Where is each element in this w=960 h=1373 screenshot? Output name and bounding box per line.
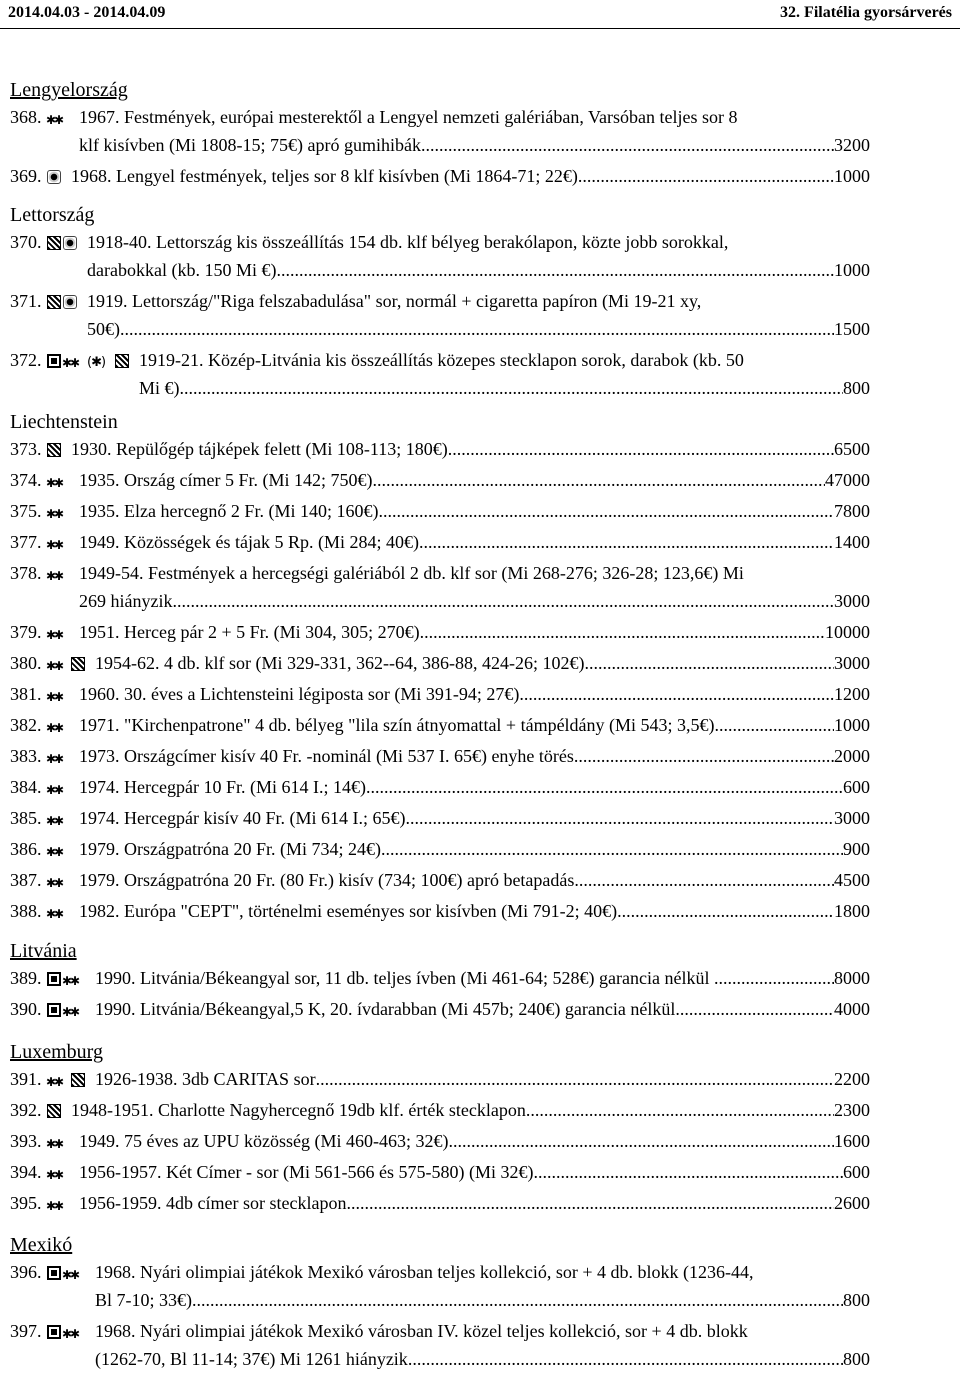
condition-symbols xyxy=(47,781,69,795)
starting-price: 900 xyxy=(843,839,870,859)
lot-description xyxy=(79,804,870,832)
description-line: 1935. Elza hercegnő 2 Fr. (Mi 140; 160€) xyxy=(79,501,379,521)
condition-symbols xyxy=(47,354,129,368)
lot-number: 391. xyxy=(10,1069,42,1089)
lot-number: 380. xyxy=(10,653,42,673)
lot-description xyxy=(95,1065,870,1093)
description-line: 1951. Herceg pár 2 + 5 Fr. (Mi 304, 305; 270€) xyxy=(79,622,420,642)
starting-price: 800 xyxy=(843,1290,870,1310)
condition-symbols xyxy=(47,1197,69,1211)
lot-number: 382. xyxy=(10,715,42,735)
lot-row xyxy=(10,103,870,159)
lot-description xyxy=(95,1258,870,1314)
starting-price: 1500 xyxy=(834,319,870,339)
lot-description xyxy=(87,287,870,343)
description-line: 1968. Nyári olimpiai játékok Mexikó városban teljes kollekció, sor + 4 db. blokk (1236-44, xyxy=(95,1262,754,1282)
dot-leader xyxy=(519,680,834,708)
lot-row xyxy=(10,346,870,402)
lot-number: 377. xyxy=(10,532,42,552)
description-line: 1948-1951. Charlotte Nagyhercegnő 19db klf. érték stecklapon xyxy=(71,1100,526,1120)
starting-price: 2300 xyxy=(834,1100,870,1120)
starting-price: 600 xyxy=(843,1162,870,1182)
section-heading: Litvánia xyxy=(10,940,77,962)
dot-leader xyxy=(448,435,834,463)
lot-number: 379. xyxy=(10,622,42,642)
lot-description xyxy=(87,228,870,284)
starting-price: 1800 xyxy=(834,901,870,921)
condition-symbols xyxy=(47,874,69,888)
starting-price: 2600 xyxy=(834,1193,870,1213)
lot-row xyxy=(10,1189,870,1217)
description-line: 1930. Repülőgép tájképek felett (Mi 108-113; 180€) xyxy=(71,439,448,459)
lot-row xyxy=(10,1317,870,1373)
condition-symbols xyxy=(47,474,69,488)
dot-leader xyxy=(578,162,834,190)
lot-description xyxy=(95,964,870,992)
lot-number: 394. xyxy=(10,1162,42,1182)
starting-price: 3000 xyxy=(834,653,870,673)
lot-row xyxy=(10,804,870,832)
lot-description xyxy=(95,649,870,677)
starting-price: 10000 xyxy=(825,622,870,642)
star-icon xyxy=(47,111,69,125)
block-icon xyxy=(71,657,85,671)
lot-number: 378. xyxy=(10,563,42,583)
star-icon xyxy=(47,905,69,919)
description-line: 50€).... xyxy=(87,319,138,339)
lot-description xyxy=(79,466,870,494)
condition-symbols xyxy=(47,1266,85,1280)
lot-number: 385. xyxy=(10,808,42,828)
lot-row xyxy=(10,1065,870,1093)
star-icon xyxy=(63,972,85,986)
lot-number: 368. xyxy=(10,107,42,127)
used-icon xyxy=(63,236,77,250)
lot-number: 384. xyxy=(10,777,42,797)
stamp-icon xyxy=(47,1266,61,1280)
starting-price: 800 xyxy=(843,378,870,398)
lot-description xyxy=(79,711,870,739)
date-range: 2014.04.03 - 2014.04.09 xyxy=(8,4,166,21)
block-icon xyxy=(47,295,61,309)
star-icon xyxy=(47,626,69,640)
star-icon xyxy=(47,657,69,671)
dot-leader xyxy=(405,804,834,832)
description-line: 1926-1938. 3db CARITAS sor xyxy=(95,1069,316,1089)
condition-symbols xyxy=(47,443,61,457)
lot-number: 374. xyxy=(10,470,42,490)
star-icon xyxy=(47,812,69,826)
description-line: klf kisívben (Mi 1808-15; 75€) apró gumihibák xyxy=(79,135,421,155)
starting-price: 800 xyxy=(843,1349,870,1369)
condition-symbols xyxy=(47,1003,85,1017)
description-line: 1967. Festmények, európai mesterektől a Lengyel nemzeti galériában, Varsóban teljes sor 8 xyxy=(79,107,738,127)
lot-row xyxy=(10,1258,870,1314)
starting-price: 7800 xyxy=(834,501,870,521)
lot-description xyxy=(79,897,870,925)
lot-number: 392. xyxy=(10,1100,42,1120)
lot-row xyxy=(10,649,870,677)
lot-row xyxy=(10,162,870,190)
lot-row xyxy=(10,559,870,615)
lot-description xyxy=(95,1317,870,1373)
header-divider xyxy=(0,28,960,29)
dot-leader xyxy=(378,497,834,525)
condition-symbols xyxy=(47,750,69,764)
condition-symbols xyxy=(47,688,69,702)
stamp-icon xyxy=(47,972,61,986)
star-icon xyxy=(47,719,69,733)
star-icon xyxy=(63,1266,85,1280)
star-icon xyxy=(47,474,69,488)
description-line: 1990. Litvánia/Békeangyal sor, 11 db. teljes ívben (Mi 461-64; 528€) garancia nélkül . xyxy=(95,968,719,988)
star-icon xyxy=(47,505,69,519)
starting-price: 47000 xyxy=(825,470,870,490)
condition-symbols xyxy=(47,719,69,733)
condition-symbols xyxy=(47,536,69,550)
dot-leader xyxy=(420,618,825,646)
description-line: 1979. Országpatróna 20 Fr. (80 Fr.) kisív (734; 100€) apró betapadás xyxy=(79,870,575,890)
lot-row xyxy=(10,497,870,525)
page-header xyxy=(0,0,960,30)
condition-symbols xyxy=(47,236,77,250)
starting-price: 600 xyxy=(843,777,870,797)
lot-row xyxy=(10,711,870,739)
description-line: 1968. Nyári olimpiai játékok Mexikó városban IV. közel teljes kollekció, sor + 4 db. blokk xyxy=(95,1321,748,1341)
lot-row xyxy=(10,680,870,708)
lot-description xyxy=(79,742,870,770)
star-icon xyxy=(63,1003,85,1017)
lot-row xyxy=(10,435,870,463)
dot-leader xyxy=(366,773,843,801)
condition-symbols xyxy=(47,170,61,184)
lot-row xyxy=(10,287,870,343)
description-line: Bl 7-10; 33€) xyxy=(95,1290,192,1310)
starting-price: 1200 xyxy=(834,684,870,704)
dot-leader xyxy=(192,1286,843,1314)
lot-row xyxy=(10,1096,870,1124)
lot-row xyxy=(10,1158,870,1186)
description-line: 1949. Közösségek és tájak 5 Rp. (Mi 284; 40€) xyxy=(79,532,419,552)
condition-symbols xyxy=(47,812,69,826)
description-line: 1979. Országpatróna 20 Fr. (Mi 734; 24€) xyxy=(79,839,381,859)
starting-price: 4000 xyxy=(834,999,870,1019)
block-icon xyxy=(47,236,61,250)
dot-leader xyxy=(172,587,834,615)
starting-price: 1600 xyxy=(834,1131,870,1151)
section-heading: Luxemburg xyxy=(10,1041,103,1063)
condition-symbols xyxy=(47,295,77,309)
lot-row xyxy=(10,964,870,992)
lot-description xyxy=(71,435,870,463)
star-icon xyxy=(47,567,69,581)
star-icon xyxy=(63,1325,85,1339)
description-line: 269 hiányzik xyxy=(79,591,173,611)
dot-leader xyxy=(617,897,834,925)
description-line: 1973. Országcímer kisív 40 Fr. -nominál (Mi 537 I. 65€) enyhe törés xyxy=(79,746,574,766)
description-line: 1960. 30. éves a Lichtensteini légiposta sor (Mi 391-94; 27€) xyxy=(79,684,520,704)
dot-leader xyxy=(574,742,834,770)
star-icon xyxy=(47,1135,69,1149)
condition-symbols xyxy=(47,972,85,986)
description-line: 1974. Hercegpár kisív 40 Fr. (Mi 614 I.; 65€) xyxy=(79,808,406,828)
lot-row xyxy=(10,1127,870,1155)
used-icon xyxy=(63,295,77,309)
lot-number: 375. xyxy=(10,501,42,521)
block-icon xyxy=(47,1104,61,1118)
description-line: 1935. Ország címer 5 Fr. (Mi 142; 750€) xyxy=(79,470,373,490)
condition-symbols xyxy=(47,1104,61,1118)
lot-row xyxy=(10,228,870,284)
star-icon xyxy=(47,750,69,764)
star-icon xyxy=(47,688,69,702)
lot-description xyxy=(71,162,870,190)
starting-price: 4500 xyxy=(834,870,870,890)
description-line: darabokkal (kb. 150 Mi €) xyxy=(87,260,277,280)
dot-leader xyxy=(718,964,834,992)
stamp-icon xyxy=(47,1325,61,1339)
block-icon xyxy=(115,354,129,368)
starting-price: 2000 xyxy=(834,746,870,766)
description-line: 1968. Lengyel festmények, teljes sor 8 klf kisívben (Mi 1864-71; 22€) xyxy=(71,166,578,186)
description-line: 1974. Hercegpár 10 Fr. (Mi 614 I.; 14€) xyxy=(79,777,366,797)
starting-price: 3200 xyxy=(834,135,870,155)
dot-leader xyxy=(138,315,834,343)
description-line: 1990. Litvánia/Békeangyal,5 K, 20. ívdarabban (Mi 457b; 240€) garancia nélkül xyxy=(95,999,676,1019)
star-icon xyxy=(47,874,69,888)
lot-number: 396. xyxy=(10,1262,42,1282)
starting-price: 6500 xyxy=(834,439,870,459)
starting-price: 8000 xyxy=(834,968,870,988)
condition-symbols xyxy=(47,843,69,857)
lot-number: 370. xyxy=(10,232,42,252)
lot-row xyxy=(10,466,870,494)
lot-number: 383. xyxy=(10,746,42,766)
lot-row xyxy=(10,773,870,801)
lot-row xyxy=(10,897,870,925)
description-line: 1982. Európa "CEPT", történelmi eseményes sor kisívben (Mi 791-2; 40€) xyxy=(79,901,618,921)
lot-description xyxy=(71,1096,870,1124)
description-line: 1956-1957. Két Címer - sor (Mi 561-566 és 575-580) (Mi 32€) xyxy=(79,1162,534,1182)
lot-row xyxy=(10,618,870,646)
dot-leader xyxy=(408,1345,843,1373)
condition-symbols xyxy=(47,905,69,919)
dot-leader xyxy=(316,1065,834,1093)
description-line: 1949. 75 éves az UPU közösség (Mi 460-463; 32€) xyxy=(79,1131,449,1151)
lot-number: 387. xyxy=(10,870,42,890)
lot-description xyxy=(79,1127,870,1155)
starting-price: 3000 xyxy=(834,808,870,828)
description-line: 1919-21. Közép-Litvánia kis összeállítás közepes stecklapon sorok, darabok (kb. 50 xyxy=(139,350,744,370)
dot-leader xyxy=(719,711,834,739)
condition-symbols xyxy=(47,1135,69,1149)
lot-number: 386. xyxy=(10,839,42,859)
description-line: 1971. "Kirchenpatrone" 4 db. bélyeg "lila szín átnyomattal + támpéldány (Mi 543; 3,5€). xyxy=(79,715,720,735)
starting-price: 2200 xyxy=(834,1069,870,1089)
lot-number: 371. xyxy=(10,291,42,311)
section-heading: Lettország xyxy=(10,204,95,226)
auction-title: 32. Filatélia gyorsárverés xyxy=(780,4,952,21)
lot-description xyxy=(79,866,870,894)
description-line: Mi €) xyxy=(139,378,180,398)
stamp-icon xyxy=(47,1003,61,1017)
lot-description xyxy=(79,528,870,556)
condition-symbols xyxy=(47,1166,69,1180)
lot-description xyxy=(95,995,870,1023)
lot-number: 381. xyxy=(10,684,42,704)
dot-leader xyxy=(526,1096,834,1124)
section-heading: Lengyelország xyxy=(10,79,128,101)
lot-number: 369. xyxy=(10,166,42,186)
description-line: 1954-62. 4 db. klf sor (Mi 329-331, 362--64, 386-88, 424-26; 102€) xyxy=(95,653,585,673)
condition-symbols xyxy=(47,626,69,640)
description-line: 1956-1959. 4db címer sor stecklapon xyxy=(79,1193,347,1213)
lot-number: 373. xyxy=(10,439,42,459)
dot-leader xyxy=(533,1158,843,1186)
description-line: (1262-70, Bl 11-14; 37€) Mi 1261 hiányzik xyxy=(95,1349,408,1369)
lot-description xyxy=(139,346,870,402)
condition-symbols xyxy=(47,111,69,125)
condition-symbols xyxy=(47,567,69,581)
lot-description xyxy=(79,1189,870,1217)
section-heading: Liechtenstein xyxy=(10,411,118,433)
lot-description xyxy=(79,680,870,708)
dot-leader xyxy=(381,835,843,863)
dot-leader xyxy=(574,866,834,894)
lot-number: 393. xyxy=(10,1131,42,1151)
lot-number: 397. xyxy=(10,1321,42,1341)
paren-star-icon xyxy=(87,354,113,368)
lot-description xyxy=(79,497,870,525)
description-line: 1919. Lettország/"Riga felszabadulása" sor, normál + cigaretta papíron (Mi 19-21 xy, xyxy=(87,291,702,311)
lot-description xyxy=(79,103,870,159)
condition-symbols xyxy=(47,1073,85,1087)
dot-leader xyxy=(372,466,825,494)
condition-symbols xyxy=(47,505,69,519)
lot-row xyxy=(10,528,870,556)
dot-leader xyxy=(346,1189,834,1217)
star-icon xyxy=(47,1166,69,1180)
starting-price: 3000 xyxy=(834,591,870,611)
description-line: 1949-54. Festmények a hercegségi galériából 2 db. klf sor (Mi 268-276; 326-28; 123,6€) Mi xyxy=(79,563,744,583)
lot-row xyxy=(10,866,870,894)
lot-number: 372. xyxy=(10,350,42,370)
block-icon xyxy=(47,443,61,457)
lot-description xyxy=(79,618,870,646)
section-heading: Mexikó xyxy=(10,1234,73,1256)
star-icon xyxy=(47,843,69,857)
star-icon xyxy=(63,354,85,368)
starting-price: 1400 xyxy=(834,532,870,552)
dot-leader xyxy=(584,649,834,677)
starting-price: 1000 xyxy=(834,715,870,735)
dot-leader xyxy=(180,374,844,402)
dot-leader xyxy=(419,528,834,556)
star-icon xyxy=(47,1197,69,1211)
lot-number: 389. xyxy=(10,968,42,988)
dot-leader xyxy=(675,995,834,1023)
lot-row xyxy=(10,742,870,770)
dot-leader xyxy=(448,1127,834,1155)
condition-symbols xyxy=(47,657,85,671)
block-icon xyxy=(71,1073,85,1087)
lot-row xyxy=(10,995,870,1023)
lot-number: 395. xyxy=(10,1193,42,1213)
lot-description xyxy=(79,559,870,615)
star-icon xyxy=(47,536,69,550)
lot-description xyxy=(79,1158,870,1186)
lot-number: 390. xyxy=(10,999,42,1019)
dot-leader xyxy=(276,256,834,284)
starting-price: 1000 xyxy=(834,166,870,186)
lot-number: 388. xyxy=(10,901,42,921)
description-line: 1918-40. Lettország kis összeállítás 154 db. klf bélyeg berakólapon, közte jobb sorokkal, xyxy=(87,232,729,252)
star-icon xyxy=(47,781,69,795)
star-icon xyxy=(47,1073,69,1087)
used-icon xyxy=(47,170,61,184)
lot-description xyxy=(79,773,870,801)
lot-description xyxy=(79,835,870,863)
starting-price: 1000 xyxy=(834,260,870,280)
lot-row xyxy=(10,835,870,863)
dot-leader xyxy=(421,131,834,159)
stamp-icon xyxy=(47,354,61,368)
condition-symbols xyxy=(47,1325,85,1339)
